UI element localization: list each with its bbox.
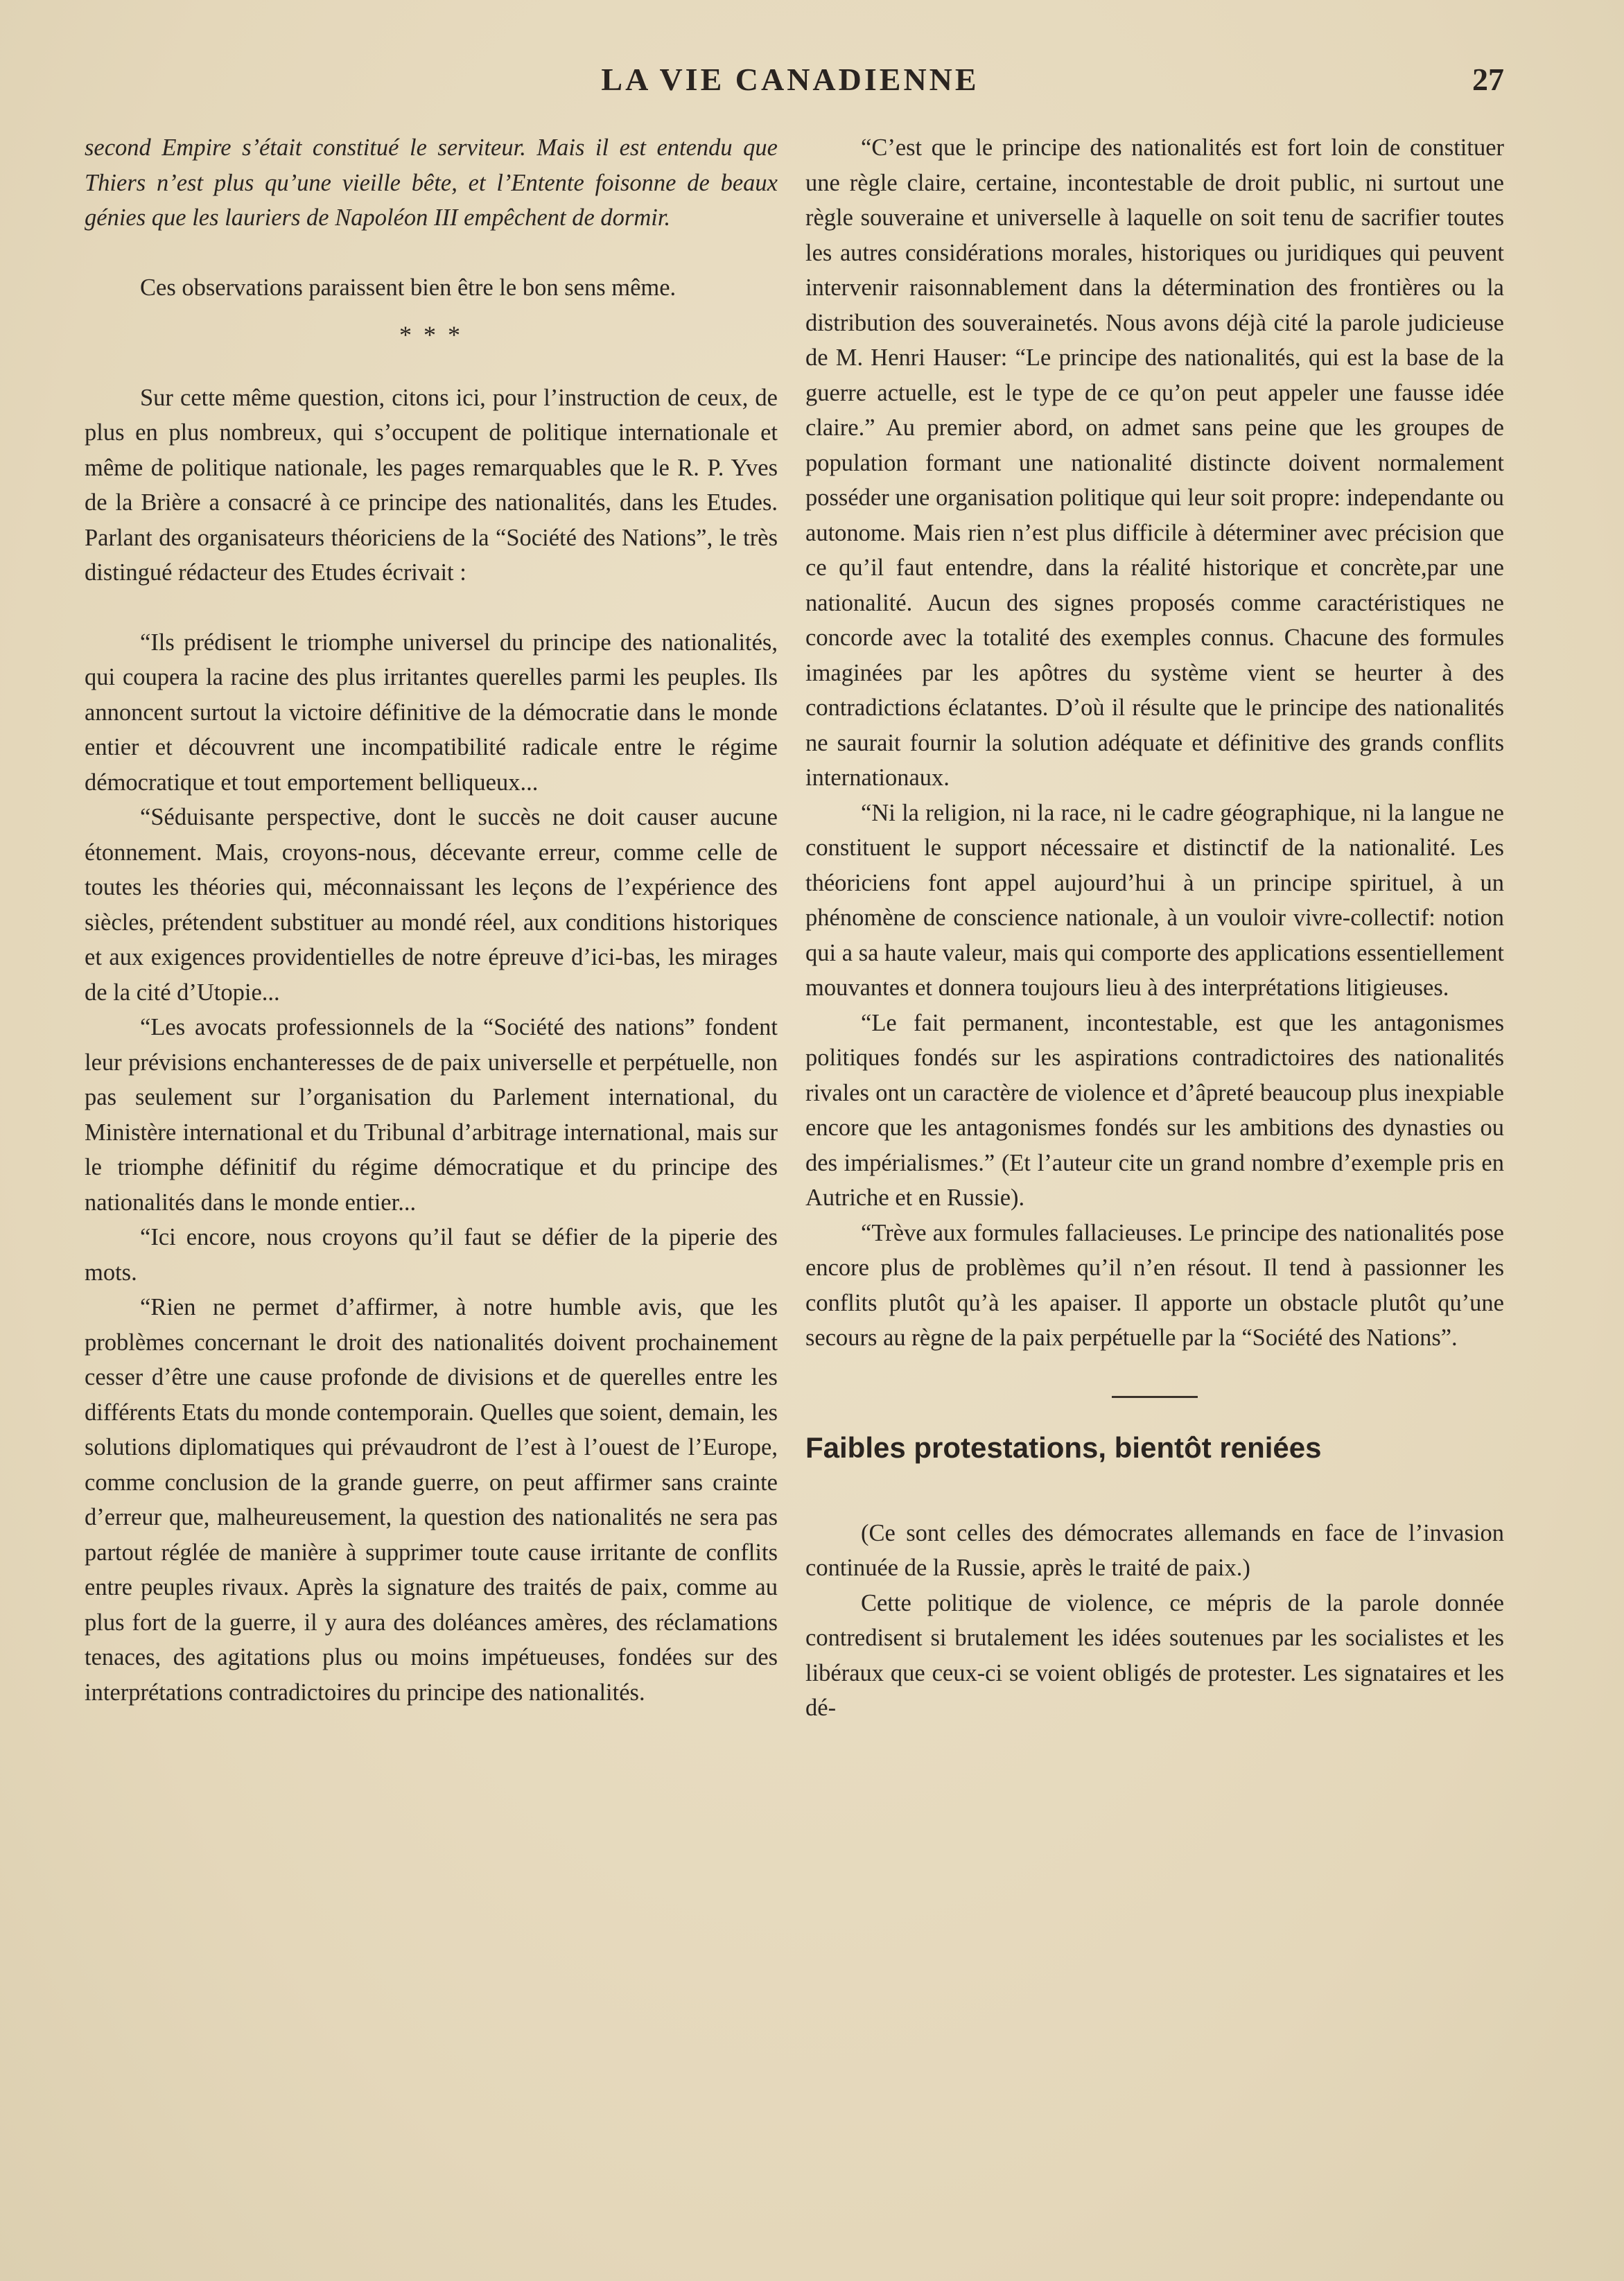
- paragraph: “Rien ne permet d’affirmer, à notre humble avis, que les problèmes concernant le droit des nationalités doivent prochainement cesser d’être une cause profonde de divisions et de querelles entre les différents Etats du monde contemporain. Quelles que soient, demain, les solutions diplomatiques qui prévaudront de l’est à l’ouest de l’Europe, comme conclusion de la grande guerre, on peut affirmer sans crainte d’erreur que, malheureusement, la question des nationalités ne sera pas partout réglée de manière à supprimer toute cause irritante de conflits entre peuples rivaux. Après la signature des traités de paix, comme au plus fort de la guerre, il y aura des doléances amères, des réclamations tenaces, des agitations plus ou moins impétueuses, fondées sur des interprétations contradictoires du principe des nationalités.: [85, 1294, 778, 1706]
- paragraph: Ces observations paraissent bien être le bon sens même.: [140, 274, 676, 301]
- paragraph: second Empire s’était constitué le serviteur. Mais il est entendu que Thiers n’est plus qu’une vieille bête, et l’Entente foisonne de beaux génies que les lauriers de Napoléon III empêchent de dormir.: [85, 134, 778, 231]
- paragraph: “Le fait permanent, incontestable, est que les antagonismes politiques fondés sur les aspirations contradictoires des nationalités rivales ont un caractère de violence et d’âpreté beaucoup plus inexpiable encore que les antagonismes fondés sur les ambitions des dynasties ou des impérialismes.” (Et l’auteur cite un grand nombre d’exemple pris en Autriche et en Russie).: [805, 1009, 1504, 1211]
- running-title: LA VIE CANADIENNE: [601, 62, 979, 97]
- paragraph: Sur cette même question, citons ici, pour l’instruction de ceux, de plus en plus nombreux, qui s’occupent de politique internationale et même de politique nationale, les pages remarquables que le R. P. Yves de la Brière a consacré à ce principe des nationalités, dans les Etudes. Parlant des organisateurs théoriciens de la “Société des Nations”, le très distingué rédacteur des Etudes écrivait :: [85, 384, 778, 586]
- right-column: [805, 130, 1504, 1726]
- paragraph: “Les avocats professionnels de la “Société des nations” fondent leur prévisions enchanteresses de de paix universelle et perpétuelle, non pas seulement sur l’organisation du Parlement international, du Ministère international et du Tribunal d’arbitrage international, mais sur le triomphe définitif du régime démocratique et du principe des nationalités dans le monde entier...: [85, 1014, 778, 1216]
- left-column: [85, 130, 778, 1710]
- paragraph: “Trève aux formules fallacieuses. Le principe des nationalités pose encore plus de problèmes qu’il n’en résout. Il tend à passionner les conflits plutôt qu’à les apaiser. Il apporte un obstacle plutôt qu’une secours au règne de la paix perpétuelle par la “Société des Nations”.: [805, 1219, 1504, 1351]
- paragraph: (Ce sont celles des démocrates allemands en face de l’invasion continuée de la Russie, après le traité de paix.): [805, 1519, 1504, 1581]
- section-divider-rule: [1112, 1396, 1198, 1398]
- running-header: [76, 61, 1504, 98]
- paragraph: “Ni la religion, ni la race, ni le cadre géographique, ni la langue ne constituent le support nécessaire et distinctif de la nationalité. Les théoriciens font appel aujourd’hui à un principe spirituel, à un phénomène de conscience nationale, à un vouloir vivre-collectif: notion qui a sa haute valeur, mais qui comporte des applications essentiellement mouvantes et donnera toujours lieu à des interprétations litigieuses.: [805, 799, 1504, 1001]
- paragraph-spacer: [85, 236, 778, 270]
- paragraph: “Séduisante perspective, dont le succès ne doit causer aucune étonnement. Mais, croyons-nous, décevante erreur, comme celle de toutes les théories qui, méconnaissant les leçons de l’expérience des siècles, prétendent substituer au mondé réel, aux conditions historiques et aux exigences providentielles de notre épreuve d’ici-bas, les mirages de la cité d’Utopie...: [85, 804, 778, 1006]
- section-break-asterism: * * *: [399, 321, 463, 349]
- paragraph: Cette politique de violence, ce mépris de la parole donnée contredisent si brutalement les idées soutenues par les socialistes et les libéraux que ceux-ci se voient obligés de protester. Les signataires et les dé-: [805, 1589, 1504, 1721]
- paragraph-spacer: [85, 591, 778, 625]
- paragraph: “Ils prédisent le triomphe universel du principe des nationalités, qui coupera la racine des plus irritantes querelles parmi les peuples. Ils annoncent surtout la victoire définitive de la démocratie dans le monde entier et découvrent une incompatibilité radicale entre le régime démocratique et tout emportement belliqueux...: [85, 629, 778, 796]
- page-number: 27: [1472, 62, 1504, 97]
- paragraph: “Ici encore, nous croyons qu’il faut se défier de la piperie des mots.: [85, 1224, 778, 1286]
- paragraph: “C’est que le principe des nationalités est fort loin de constituer une règle claire, certaine, incontestable de droit public, ni surtout une règle souveraine et universelle à laquelle on soit tenu de sacrifier toutes les autres considérations morales, historiques ou juridiques qui peuvent intervenir raisonnablement dans la détermination des frontières ou la distribution des souverainetés. Nous avons déjà cité la parole judicieuse de M. Henri Hauser: “Le principe des nationalités, qui est la base de la guerre actuelle, est le type de ce qu’on peut appeler une fausse idée claire.” Au premier abord, on admet sans peine que les groupes de population formant une nationalité distincte doivent normalement posséder une organisation politique qui leur soit propre: independante ou autonome. Mais rien n’est plus difficile à déterminer avec précision que ce qu’il faut entendre, dans la réalité historique et concrète,par une nationalité. Aucun des signes proposés comme caractéristiques ne concorde avec la totalité des exemples connus. Chacune des formules imaginées par les apôtres du système vient se heurter à des contradictions éclatantes. D’où il résulte que le principe des nationalités ne saurait fournir la solution adéquate et définitive des grands conflits internationaux.: [805, 134, 1504, 791]
- section-heading: Faibles protestations, bientôt reniées: [805, 1431, 1322, 1464]
